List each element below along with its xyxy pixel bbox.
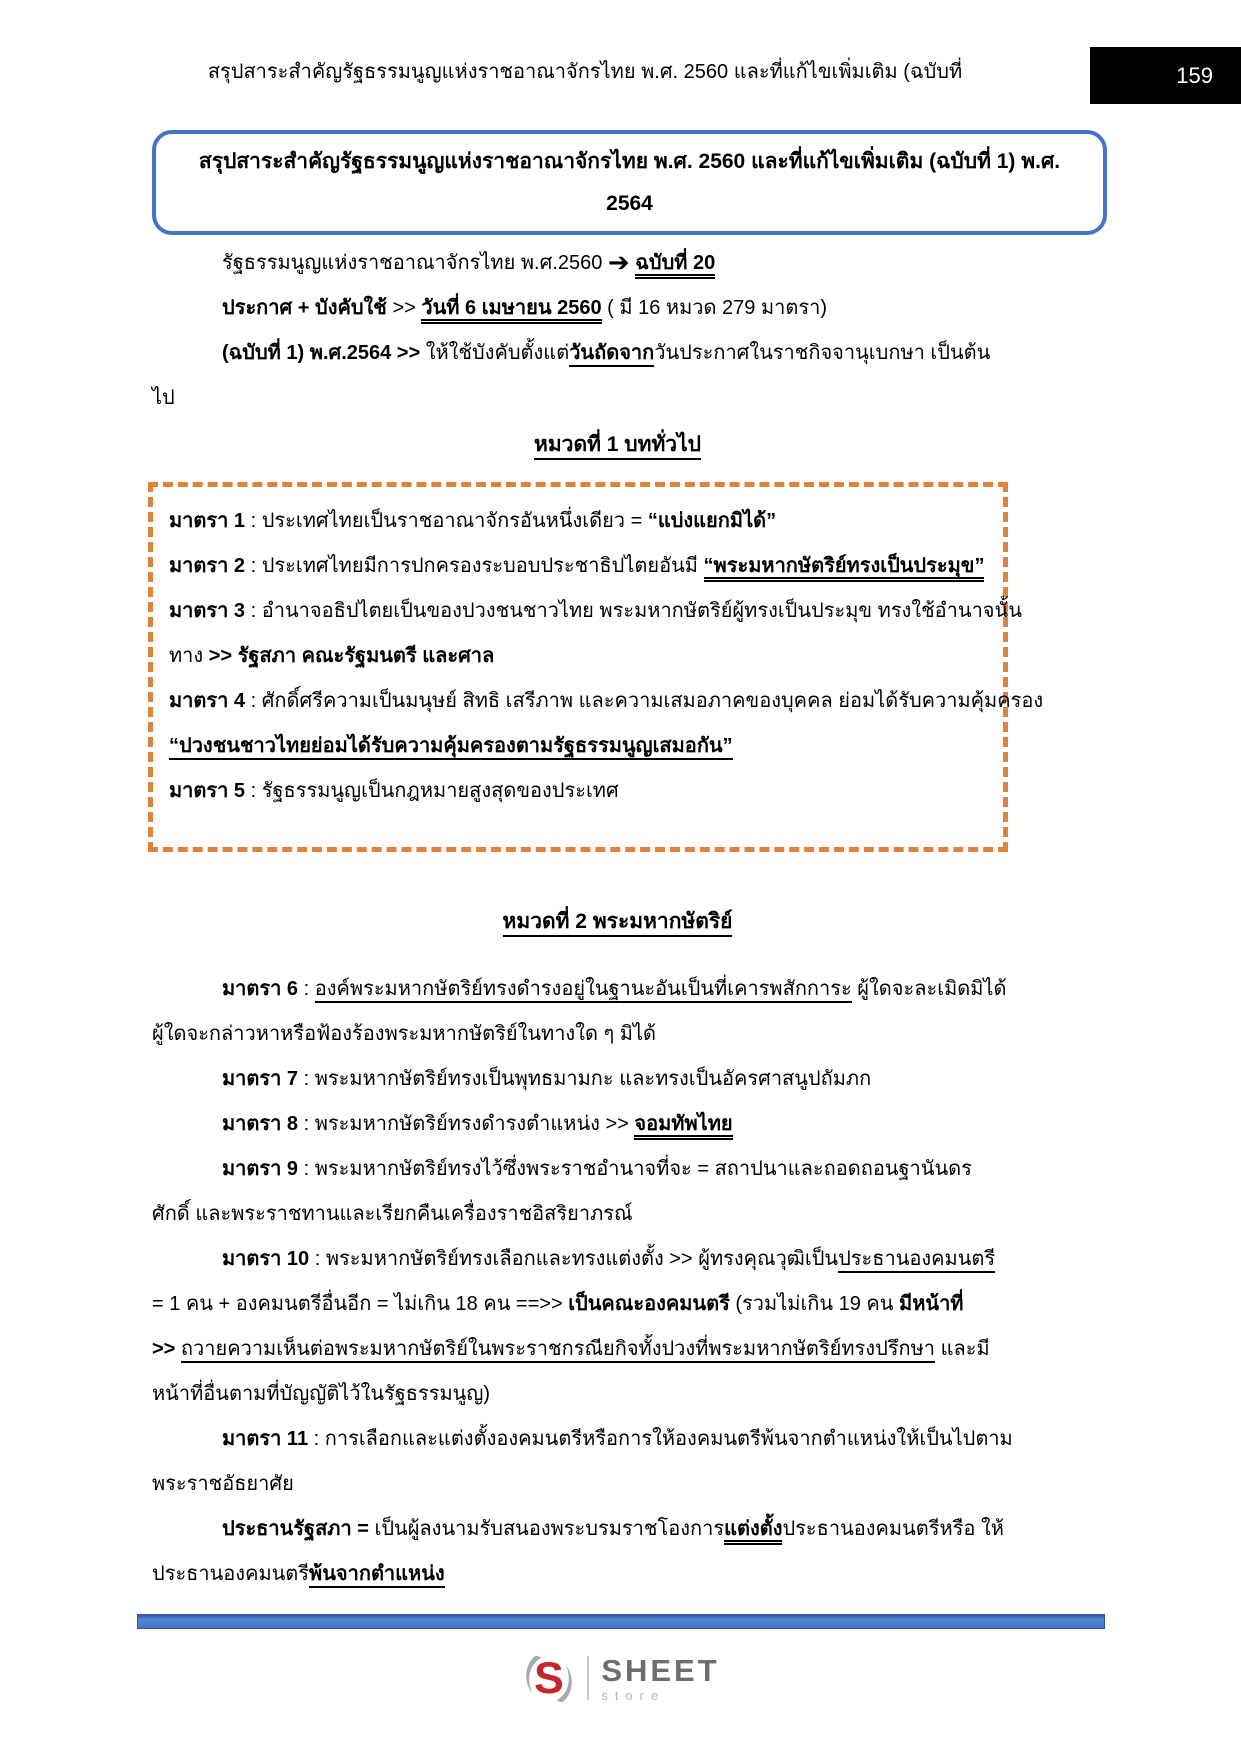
text-segment: ➔ bbox=[607, 247, 630, 277]
text-segment: มาตรา 9 bbox=[222, 1158, 299, 1180]
doc-line bbox=[152, 1327, 1112, 1372]
text-segment: มาตรา 7 bbox=[222, 1068, 299, 1090]
text-segment: ผู้ใดจะละเมิดมิได้ bbox=[851, 978, 1007, 1000]
text-segment: “แบ่งแยกมิได้” bbox=[647, 510, 777, 532]
doc-line bbox=[152, 1507, 1112, 1552]
text-segment: ( มี 16 หมวด 279 มาตรา) bbox=[601, 297, 827, 319]
text-segment: มาตรา 3 bbox=[169, 600, 246, 622]
text-segment: วันที่ 6 เมษายน 2560 bbox=[421, 297, 601, 324]
text-segment: เป็นผู้ลงนามรับสนองพระบรมราชโองการ bbox=[368, 1518, 725, 1540]
text-segment: ประกาศ + บังคับใช้ bbox=[222, 297, 393, 319]
logo-brand-text: SHEET bbox=[601, 1653, 720, 1688]
text-segment: : ศักดิ์ศรีความเป็นมนุษย์ สิทธิ เสรีภาพ และความเสมอภาคของบุคคล ย่อมได้รับความคุ้มครอง bbox=[245, 690, 1044, 712]
text-segment: ประธานองคมนตรี bbox=[838, 1248, 995, 1273]
text-segment: ผู้ใดจะกล่าวหาหรือฟ้องร้องพระมหากษัตริย์ในทางใด ๆ มิได้ bbox=[152, 1023, 657, 1045]
text-segment: : การเลือกและแต่งตั้งองคมนตรีหรือการให้องคมนตรีพ้นจากตำแหน่งให้เป็นไปตาม bbox=[308, 1428, 1013, 1450]
doc-line bbox=[152, 1102, 1112, 1147]
text-segment: ประธานรัฐสภา = bbox=[222, 1518, 369, 1540]
text-segment: “พระมหากษัตริย์ทรงเป็นประมุข” bbox=[704, 555, 985, 582]
doc-line bbox=[169, 724, 993, 769]
text-segment: มาตรา 6 bbox=[222, 978, 299, 1000]
text-segment: วันประกาศในราชกิจจานุเบกษา เป็นต้น bbox=[654, 342, 991, 364]
text-segment: : พระมหากษัตริย์ทรงดำรงตำแหน่ง >> bbox=[298, 1113, 635, 1135]
doc-line bbox=[152, 1462, 1112, 1507]
title-box bbox=[152, 130, 1107, 235]
title-line-1: สรุปสาระสำคัญรัฐธรรมนูญแห่งราชอาณาจักรไทย พ.ศ. 2560 และที่แก้ไขเพิ่มเติม (ฉบับที่ 1) พ.ศ. bbox=[198, 150, 1061, 173]
intro-paragraph bbox=[152, 240, 1112, 421]
doc-line bbox=[169, 634, 993, 679]
running-header: สรุปสาระสำคัญรัฐธรรมนูญแห่งราชอาณาจักรไทย พ.ศ. 2560 และที่แก้ไขเพิ่มเติม (ฉบับที่ bbox=[207, 61, 963, 83]
doc-line bbox=[169, 769, 993, 814]
chapter-1-highlight-box bbox=[148, 482, 1044, 852]
doc-line bbox=[152, 331, 1112, 376]
text-segment: มาตรา 5 bbox=[169, 780, 246, 802]
text-segment: มาตรา 11 bbox=[222, 1428, 309, 1450]
text-segment: : รัฐธรรมนูญเป็นกฎหมายสูงสุดของประเทศ bbox=[245, 780, 619, 802]
text-segment: (รวมไม่เกิน 19 คน bbox=[729, 1293, 900, 1315]
page-number-box bbox=[1090, 47, 1241, 104]
logo-divider bbox=[587, 1656, 589, 1700]
text-segment: แต่งตั้ง bbox=[724, 1518, 782, 1545]
text-segment: ศักดิ์ และพระราชทานและเรียกคืนเครื่องราชอิสริยาภรณ์ bbox=[152, 1203, 633, 1225]
doc-line bbox=[152, 286, 1112, 331]
title-line-2: 2564 bbox=[606, 192, 653, 215]
logo-sub-text: store bbox=[601, 1688, 666, 1703]
text-segment: ฉบับที่ 20 bbox=[635, 252, 715, 279]
text-segment: มาตรา 8 bbox=[222, 1113, 299, 1135]
text-segment: ถวายความเห็นต่อพระมหากษัตริย์ในพระราชกรณียกิจทั้งปวงที่พระมหากษัตริย์ทรงปรึกษา bbox=[181, 1338, 935, 1363]
text-segment: ประธานองคมนตรีหรือ ให้ bbox=[782, 1518, 1004, 1540]
text-segment: “ปวงชนชาวไทยย่อมได้รับความคุ้มครองตามรัฐธรรมนูญเสมอกัน” bbox=[169, 735, 733, 760]
chapter-2-heading: หมวดที่ 2 พระมหากษัตริย์ bbox=[0, 905, 1235, 938]
text-segment: : bbox=[298, 978, 315, 1000]
doc-line bbox=[152, 1237, 1112, 1282]
doc-line bbox=[152, 1552, 1112, 1597]
chapter-1-heading: หมวดที่ 1 บททั่วไป bbox=[0, 428, 1235, 461]
text-segment: มีหน้าที่ bbox=[899, 1293, 964, 1315]
doc-line bbox=[152, 1012, 1112, 1057]
text-segment: : อำนาจอธิปไตยเป็นของปวงชนชาวไทย พระมหากษัตริย์ผู้ทรงเป็นประมุข ทรงใช้อำนาจนั้น bbox=[245, 600, 1022, 622]
text-segment: : พระมหากษัตริย์ทรงไว้ซึ่งพระราชอำนาจที่จะ = สถาปนาและถอดถอนฐานันดร bbox=[298, 1158, 972, 1180]
text-segment: พระราชอัธยาศัย bbox=[152, 1473, 294, 1495]
text-segment: >> bbox=[152, 1338, 181, 1360]
text-segment: (ฉบับที่ 1) พ.ศ.2564 >> bbox=[222, 342, 426, 364]
chapter-2-body bbox=[152, 967, 1112, 1597]
doc-line bbox=[169, 544, 993, 589]
doc-line bbox=[152, 1192, 1112, 1237]
text-segment: : ประเทศไทยเป็นราชอาณาจักรอันหนึ่งเดียว = bbox=[245, 510, 648, 532]
text-segment: มาตรา 10 bbox=[222, 1248, 310, 1270]
text-segment: เป็นคณะองคมนตรี bbox=[568, 1293, 730, 1315]
doc-line bbox=[152, 1057, 1112, 1102]
doc-line bbox=[152, 240, 1112, 286]
sheet-store-logo bbox=[0, 1650, 1241, 1708]
doc-line bbox=[152, 376, 1112, 421]
text-segment: ประธานองคมนตรี bbox=[152, 1563, 310, 1585]
text-segment: หน้าที่อื่นตามที่บัญญัติไว้ในรัฐธรรมนูญ) bbox=[152, 1383, 491, 1405]
text-segment: รัฐธรรมนูญแห่งราชอาณาจักรไทย พ.ศ.2560 bbox=[222, 252, 608, 274]
text-segment: >> รัฐสภา คณะรัฐมนตรี และศาล bbox=[208, 645, 495, 667]
text-segment: ไป bbox=[152, 387, 175, 409]
page-number: 159 bbox=[1176, 63, 1213, 88]
doc-line bbox=[169, 679, 1044, 724]
doc-line bbox=[169, 499, 993, 544]
doc-line bbox=[152, 1372, 1112, 1417]
text-segment: พ้นจากตำแหน่ง bbox=[309, 1563, 445, 1588]
text-segment: ทาง bbox=[169, 645, 209, 667]
logo-letter-s: S bbox=[534, 1653, 565, 1703]
text-segment: : พระมหากษัตริย์ทรงเป็นพุทธมามกะ และทรงเป็นอัครศาสนูปถัมภก bbox=[298, 1068, 872, 1090]
text-segment: และมี bbox=[935, 1338, 990, 1360]
doc-line bbox=[169, 589, 1022, 634]
sheet-store-logo-icon bbox=[521, 1650, 577, 1708]
text-segment: มาตรา 1 bbox=[169, 510, 246, 532]
text-segment: = 1 คน + องคมนตรีอื่นอีก = ไม่เกิน 18 คน ==>> bbox=[152, 1293, 569, 1315]
footer-divider-bar bbox=[137, 1614, 1105, 1629]
text-segment: : พระมหากษัตริย์ทรงเลือกและทรงแต่งตั้ง >> ผู้ทรงคุณวุฒิเป็น bbox=[309, 1248, 839, 1270]
doc-line bbox=[152, 1147, 1112, 1192]
text-segment: : ประเทศไทยมีการปกครองระบอบประชาธิปไตยอันมี bbox=[245, 555, 704, 577]
text-segment: ให้ใช้บังคับตั้งแต่ bbox=[425, 342, 570, 364]
text-segment: วันถัดจาก bbox=[569, 342, 654, 367]
text-segment: มาตรา 4 bbox=[169, 690, 246, 712]
doc-line bbox=[152, 967, 1112, 1012]
text-segment: จอมทัพไทย bbox=[634, 1113, 732, 1140]
doc-line bbox=[152, 1282, 1112, 1327]
doc-line bbox=[152, 1417, 1112, 1462]
text-segment: มาตรา 2 bbox=[169, 555, 246, 577]
text-segment: >> bbox=[392, 297, 422, 319]
text-segment: องค์พระมหากษัตริย์ทรงดำรงอยู่ในฐานะอันเป็นที่เคารพสักการะ bbox=[315, 978, 852, 1003]
